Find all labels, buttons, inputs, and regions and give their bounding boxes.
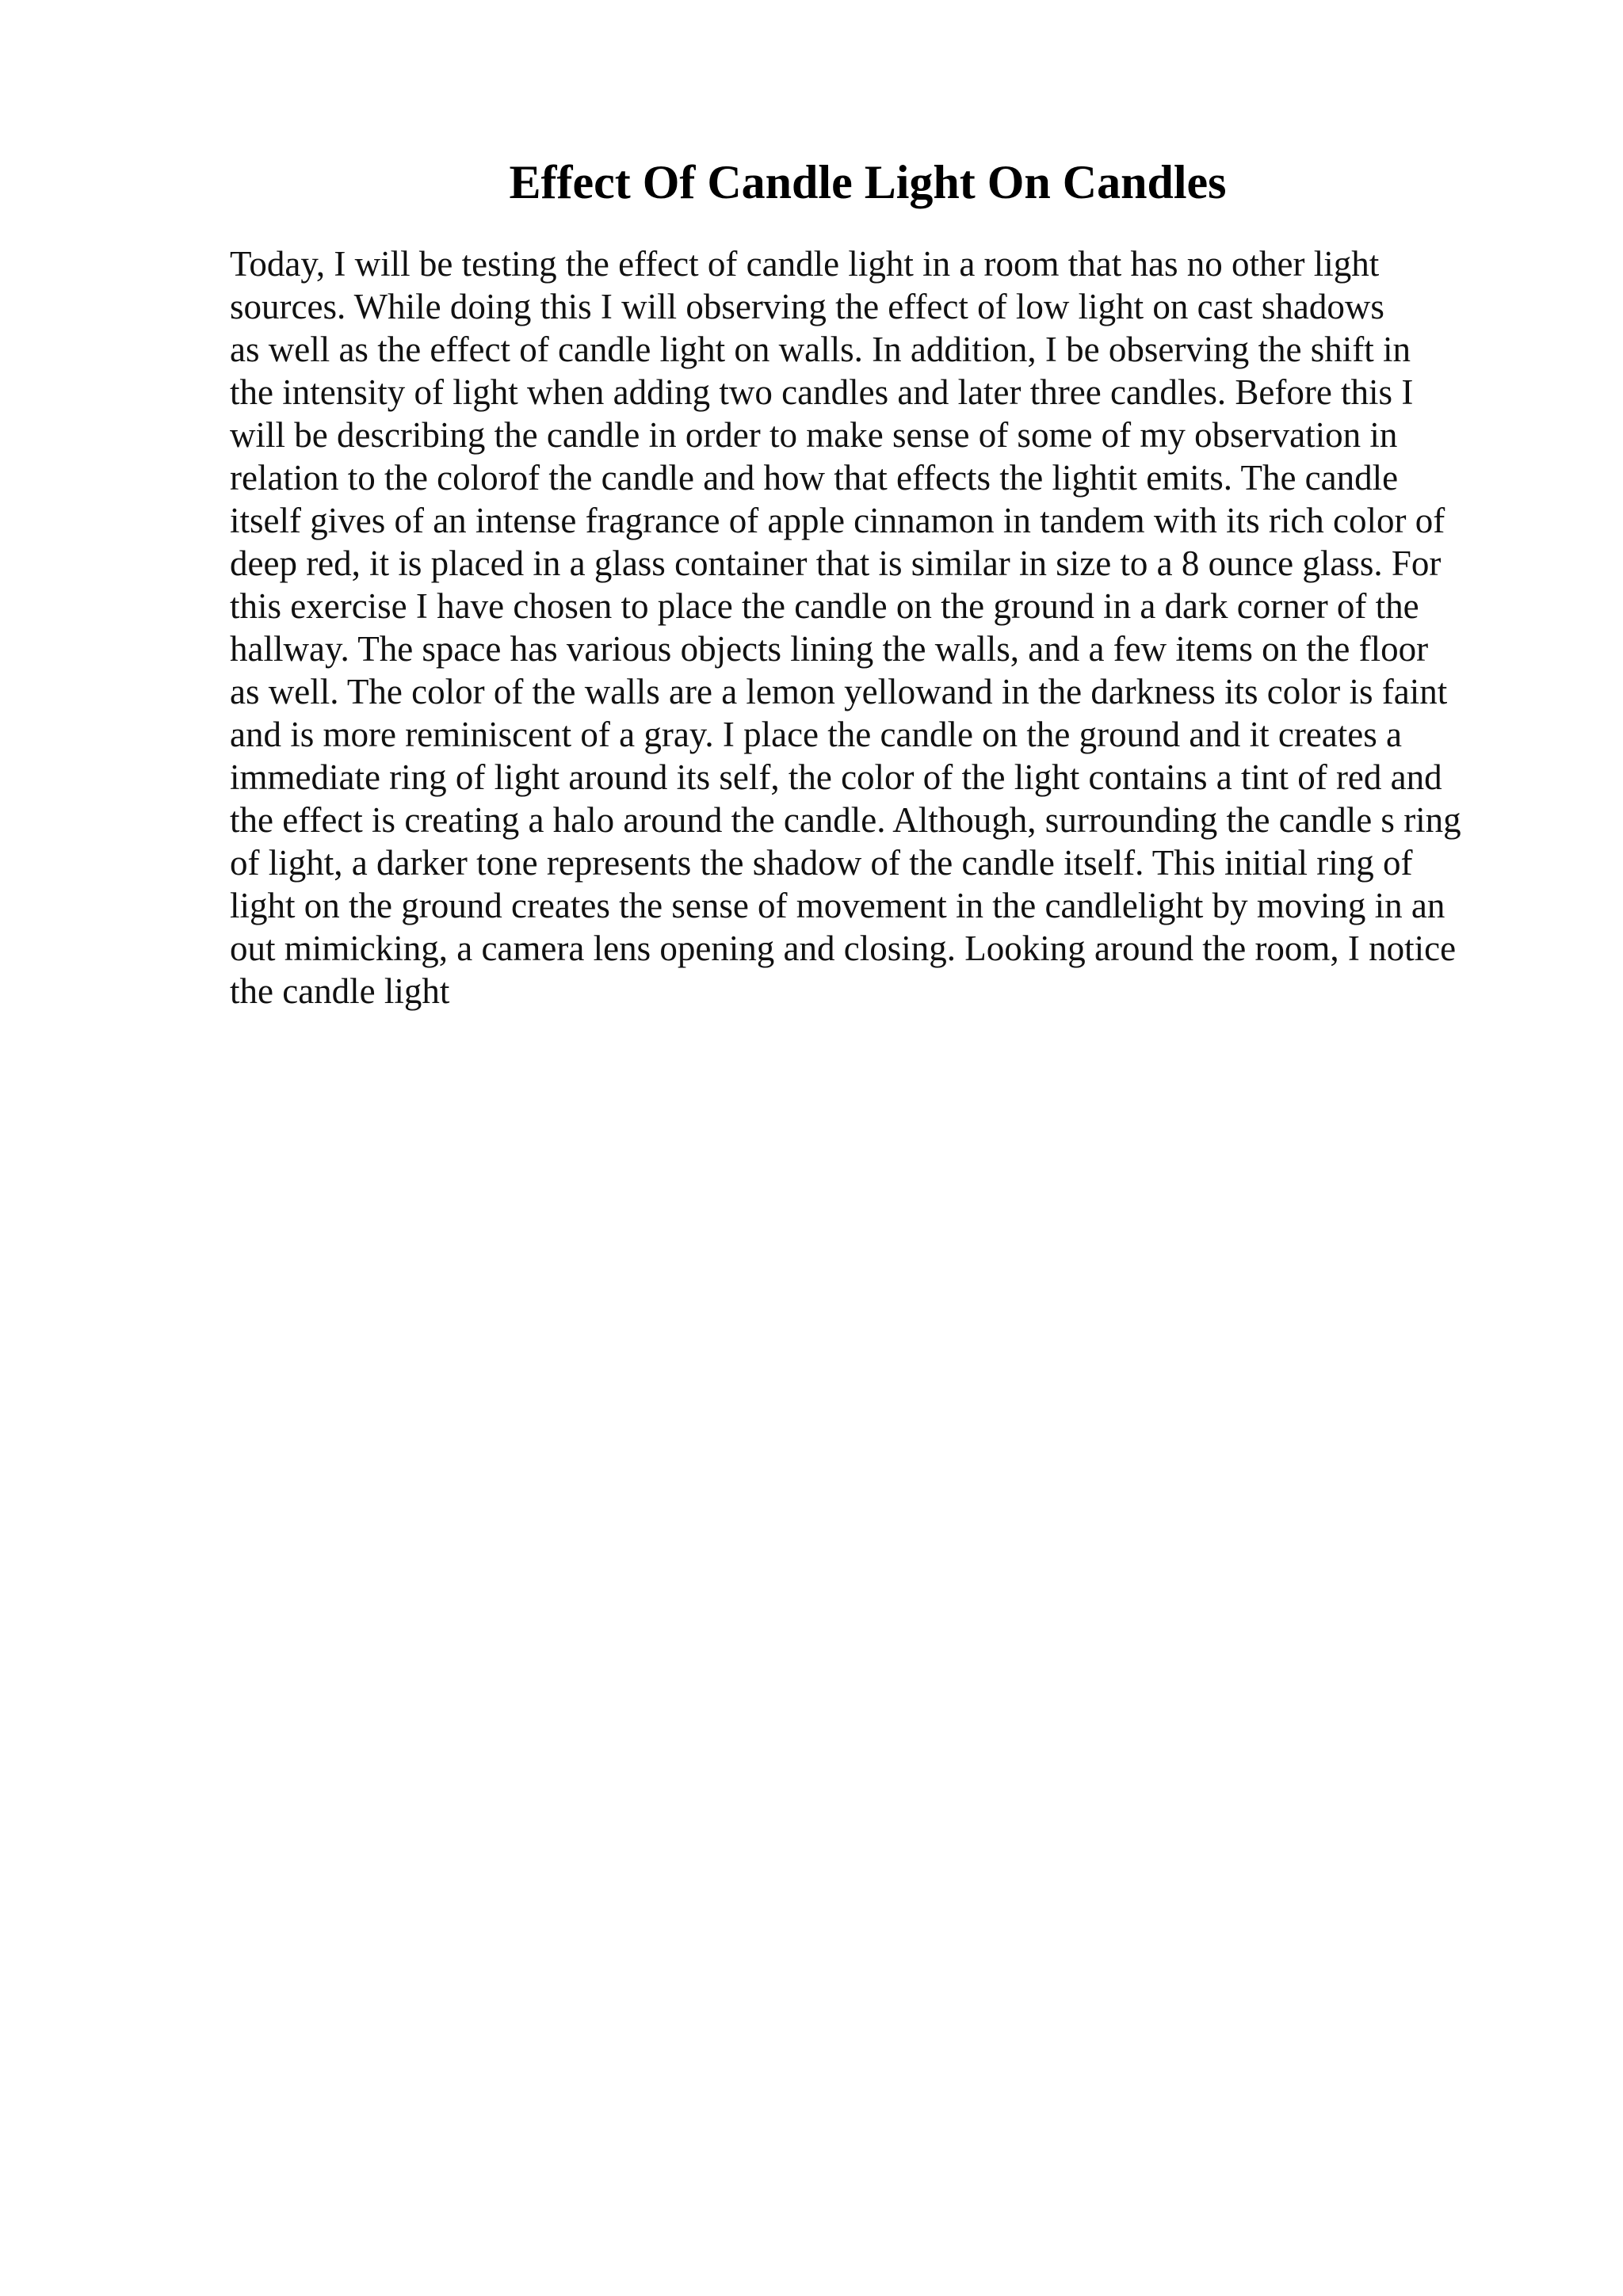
body-line: relation to the colorof the candle and how that effects the lightit emits. The candle [230, 458, 1399, 498]
body-line: immediate ring of light around its self, the color of the light contains a tint of red and [230, 757, 1442, 797]
document-body [230, 242, 1529, 1013]
body-line: deep red, it is placed in a glass container that is similar in size to a 8 ounce glass. For [230, 543, 1442, 583]
document-title: Effect Of Candle Light On Candles [509, 156, 1227, 208]
body-line: the candle light [230, 971, 450, 1011]
body-line: light on the ground creates the sense of movement in the candlelight by moving in an [230, 886, 1445, 925]
body-line: itself gives of an intense fragrance of apple cinnamon in tandem with its rich color of [230, 501, 1445, 540]
body-line: out mimicking, a camera lens opening and closing. Looking around the room, I notice [230, 929, 1457, 968]
body-line: hallway. The space has various objects lining the walls, and a few items on the floor [230, 629, 1429, 669]
body-line: the intensity of light when adding two candles and later three candles. Before this I [230, 372, 1414, 412]
body-line: Today, I will be testing the effect of candle light in a room that has no other light [230, 244, 1380, 284]
body-line: sources. While doing this I will observing the effect of low light on cast shadows [230, 287, 1384, 326]
body-line: this exercise I have chosen to place the candle on the ground in a dark corner of the [230, 586, 1419, 626]
body-line: as well as the effect of candle light on walls. In addition, I be observing the shift in [230, 330, 1411, 369]
body-line: as well. The color of the walls are a lemon yellowand in the darkness its color is faint [230, 672, 1448, 711]
body-line: and is more reminiscent of a gray. I place the candle on the ground and it creates a [230, 715, 1402, 754]
body-line: of light, a darker tone represents the shadow of the candle itself. This initial ring of [230, 843, 1413, 883]
body-line: the effect is creating a halo around the candle. Although, surrounding the candle s ring [230, 800, 1461, 840]
body-line: will be describing the candle in order to make sense of some of my observation in [230, 415, 1398, 455]
